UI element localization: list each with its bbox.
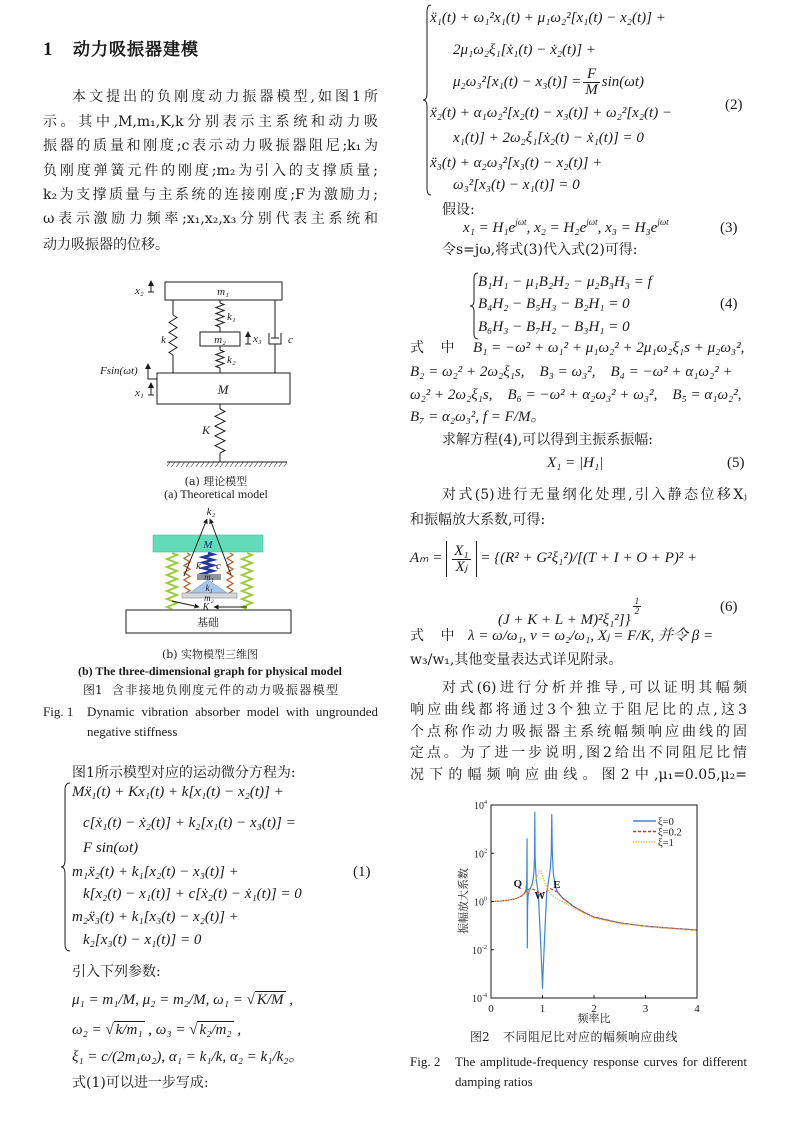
label-x3: x₃ [253,333,262,345]
outer-spring-left [167,553,177,609]
label-force: Fsin(ωt) [100,365,138,377]
b-definition-line: B₇ = α₂ω₃², f = F/M。 [410,409,546,425]
params-line-2 [72,1020,241,1040]
eq1-line: F sin(ωt) [83,840,139,856]
y-tick-label-base: 10 [472,945,482,957]
eq1-number: (1) [353,864,371,880]
eq4-line: B₄H₂ − B₅H₃ − B₂H₁ = 0 [478,296,630,312]
fig1a-caption-cn: (a) 理论模型 [184,475,248,488]
numerator: X₁ [454,542,469,559]
section-title: 动力吸振器建模 [73,40,199,60]
fig1a-theoretical-model-diagram [90,270,360,475]
assume-label: 假设: [442,202,475,218]
intro-line: 振器的质量和刚度;c表示动力吸振器阻尼;k₁为 [43,138,378,154]
fig2-caption-cn-text: 不同阻尼比对应的幅频响应曲线 [503,1030,679,1044]
substitution-text: 令s=jω,将式(3)代入式(2)可得: [442,242,638,258]
params-text: μ₁ = m₁/M, μ₂ = m₂/M, ω₁ = [72,992,247,1008]
eq1-line: k[x₂(t) − x₁(t)] + c[ẋ₂(t) − ẋ₁(t)] = 0 [83,886,302,902]
label-K: K [202,602,210,613]
intro-line: 动力吸振器的位移。 [43,237,169,253]
intro-line: 示。其中,M,m₁,K,k分别表示主系统和动力吸 [43,114,378,130]
fig1-caption-en-label: Fig. 1 [43,704,74,719]
fig2-chart [440,795,730,1030]
x-tick-label: 0 [488,1003,494,1015]
analysis-line: 响应曲线都将通过3个独立于阻尼比的点,这3 [410,702,747,718]
analysis-line: 个点称作动力吸振器主系统幅频响应曲线的固 [410,724,747,740]
eq1-intro: 图1所示模型对应的运动微分方程为: [72,765,296,781]
annotation-point-q: Q [513,877,523,890]
eq3 [463,218,669,238]
eq1-line: c[ẋ₁(t) − ẋ₂(t)] + k₂[x₁(t) − x₃(t)] = [83,815,296,831]
label-c: c [216,560,221,572]
y-tick-label-base: 10 [474,801,484,812]
denominator: Xⱼ [455,558,468,575]
eq1-brace-icon [58,782,72,952]
eq2-line: ω₃²[x₃(t) − x₁(t)] = 0 [453,177,580,193]
fig1b-caption-en: (b) The three-dimensional graph for physical model [77,664,343,678]
eq3-number: (3) [720,220,738,236]
label-m1: m₁ [204,572,214,582]
eq5: X₁ = |H₁| [547,455,604,471]
fig2-caption-en-line1: The amplitude-frequency response curves for different [455,1054,747,1069]
analysis-line: 定点。为了进一步说明,图2给出不同阻尼比情 [410,745,747,761]
eq6-lhs: Aₘ = [410,550,443,566]
sqrt-icon: √ [189,1022,198,1038]
fig1-caption-en-line2: negative stiffness [87,724,178,739]
fig2-caption-en-line2: damping ratios [455,1074,533,1089]
sqrt-icon: √ [105,1022,114,1038]
label-m2: m₂ [204,593,214,603]
eq1-line: k₂[x₃(t) − x₁(t)] = 0 [83,932,202,948]
fig2-caption-cn-label: 图2 [470,1030,490,1044]
label-k: k [196,560,201,572]
eq5-number: (5) [727,455,745,471]
fig1b-caption-cn: (b) 实物模型三维图 [161,648,259,661]
params-text: , [233,1022,242,1038]
y-axis-label: 振幅放大系数 [458,868,470,934]
eq3-text: , x₃ = H₃e [597,220,658,236]
legend-label: ξ=1 [658,838,674,849]
radicand: K/M [256,992,284,1008]
exponent: jωt [586,217,598,227]
fig1-caption-en-line1: Dynamic vibration absorber model with ungrounded [87,704,378,719]
b-definition-line: B₁ = −ω² + ω₁² + μ₁ω₂² + 2μ₁ω₂ξ₁s + μ₂ω₃², [473,340,745,356]
section-number: 1 [43,39,53,60]
label-k2: k₂ [227,354,236,366]
x-axis-label: 频率比 [577,1013,611,1025]
intro-line: 负刚度弹簧元件的刚度;m₂为引入的支撑质量; [43,163,378,179]
spring-k [169,300,177,373]
y-tick-label-base: 10 [472,994,482,1005]
sqrt-icon: √ [246,992,255,1008]
numerator: 1 [634,596,640,606]
fraction-F-over-M [583,67,600,98]
label-M: M [203,539,213,551]
fig1a-caption-en: (a) Theoretical model [164,487,268,501]
y-tick-label-exponent: 2 [484,848,487,855]
x1-displacement-arrow-icon [148,383,154,395]
eq2-number: (2) [725,97,743,113]
eq2-line: 2μ₁ω₂ξ₁[ẋ₁(t) − ẋ₂(t)] + [453,42,596,58]
eq4-number: (4) [720,296,738,312]
absolute-value [446,541,476,577]
spring-K [215,404,225,462]
params-text: , ω₃ = [144,1022,190,1038]
solve-text: 求解方程(4),可以得到主振系振幅: [442,432,653,448]
intro-line: 本文提出的负刚度动力振器模型,如图1所 [72,89,378,105]
label-m1: m₁ [217,286,229,298]
x2-displacement-arrow-icon [148,281,154,292]
legend-label: ξ=0 [658,817,674,828]
nondim-line: 对式(5)进行无量纲化处理,引入静态位移Xⱼ [442,487,747,503]
spring-k2 [216,346,224,373]
y-tick-label-exponent: 0 [484,896,487,903]
label-k: k [161,334,166,346]
intro-line: k₂为支撑质量与主系统的连接刚度;F为激励力; [43,187,378,203]
fig1-caption-cn-text: 含非接地负刚度元件的动力吸振器模型 [112,683,338,697]
label-k2: k₂ [206,506,216,518]
params-text: ω₂ = [72,1022,106,1038]
nondim-line: 和振幅放大系数,可得: [410,512,546,528]
params-intro: 引入下列参数: [72,964,161,980]
params-text: , [285,992,293,1008]
x-tick-label: 2 [591,1003,597,1015]
eq4-line: B₆H₃ − B₇H₂ − B₃H₁ = 0 [478,319,630,335]
exponent-one-half [633,597,642,616]
eq2-text: sin(ωt) [601,74,645,90]
eq6-rhs: (J + K + L + M)²ξ₁²]} [498,612,631,628]
label-foundation: 基础 [197,617,219,629]
where-label: 式 中 [410,628,461,644]
numerator: F [583,67,600,83]
radicand: k/m₁ [115,1022,143,1038]
legend-label: ξ=0.2 [658,827,682,839]
eq1-line: Mẍ₁(t) + Kx₁(t) + k[x₁(t) − x₂(t)] + [72,784,284,800]
denominator: 2 [634,606,640,616]
force-arrow-icon [148,364,157,379]
annotation-point-w: W [534,889,546,902]
eq2-line: ẍ₃(t) + α₂ω₃²[x₃(t) − x₂(t)] + [430,155,603,171]
eq6-line-1 [410,540,697,576]
spring-k1 [216,300,224,332]
b-definition-line: ω₂² + 2ω₂ξ₁s, B₆ = −ω² + α₂ω₃² + ω₃², B₅ = α₁ω₂², [410,387,742,403]
fig2-caption-en-label: Fig. 2 [410,1054,441,1069]
ground [167,462,287,467]
fig1-caption-cn-label: 图1 [83,683,103,697]
b-definition-line: B₂ = ω₂² + 2ω₂ξ₁s, B₃ = ω₃², B₄ = −ω² + α₁ω₂² + [410,364,733,380]
label-c: c [288,334,293,346]
eq2-line: ẍ₁(t) + ω₁²x₁(t) + μ₁ω₂²[x₁(t) − x₂(t)] + [430,10,666,26]
fraction-X1-over-Xj [452,544,470,575]
annotation-point-e: E [553,879,561,892]
fig1b-physical-model-diagram [120,505,300,640]
label-x2: x₂ [135,285,144,297]
label-m2: m₂ [214,334,226,346]
analysis-line: 对式(6)进行分析并推导,可以证明其幅频 [442,680,747,696]
x-tick-label: 4 [694,1003,700,1015]
damper-c [269,300,281,373]
y-tick-label-exponent: -2 [482,944,487,951]
eq4-line: B₁H₁ − μ₁B₂H₂ − μ₂B₃H₃ = f [478,274,652,290]
y-tick-label [474,800,487,812]
y-tick-label [472,945,487,957]
y-tick-label-exponent: -4 [482,993,487,999]
denominator: M [585,82,598,99]
intro-line: ω表示激励力频率;x₁,x₂,x₃分别代表主系统和 [43,211,378,227]
y-tick-label [474,848,487,860]
x-tick-label: 3 [642,1003,649,1015]
eq2-intro: 式(1)可以进一步写成: [72,1075,209,1091]
eq6-rhs: = {(R² + G²ξ₁²)/[(T + I + O + P)² + [476,550,698,566]
legend-item [633,838,674,849]
eq2-line [453,66,644,98]
eq3-text: x₁ = H₁e [463,220,516,236]
y-tick-label-base: 10 [474,849,484,861]
outer-spring-right [242,553,252,609]
legend-item [633,817,674,828]
label-K: K [202,423,211,437]
eq6-number: (6) [720,599,738,615]
x-tick-label: 1 [539,1003,546,1015]
eq2-text: μ₂ω₃²[x₁(t) − x₃(t)] = [453,74,582,90]
params-line-3: ξ₁ = c/(2m₁ω₂), α₁ = k₁/k, α₂ = k₁/k₂。 [72,1049,304,1065]
label-x1: x₁ [135,387,144,399]
y-tick-label-exponent: 4 [484,800,487,806]
eq3-text: , x₂ = H₂e [526,220,587,236]
eq2-line: ẍ₂(t) + α₁ω₂²[x₂(t) − x₃(t)] + ω₂²[x₂(t) − [430,105,673,121]
exponent: jωt [657,217,669,227]
y-tick-label [472,993,487,1005]
label-k1: k₁ [205,583,213,593]
legend-item [633,828,682,839]
inner-spring-right [227,553,233,596]
eq1-line: m₁ẍ₂(t) + k₁[x₂(t) − x₃(t)] + [72,864,239,880]
label-k1: k₁ [227,311,236,323]
y-tick-label [474,897,487,909]
analysis-line: 况下的幅频响应曲线。图2中,μ₁=0.05,μ₂= [410,767,747,783]
exponent: jωt [515,217,527,227]
variable-definitions-cont: w₃/w₁,其他变量表达式详见附录。 [410,652,623,668]
y-tick-label-base: 10 [474,897,484,909]
where-label: 式 中 [410,340,461,356]
eq2-line: x₁(t)] + 2ω₂ξ₁[ẋ₂(t) − ẋ₁(t)] = 0 [453,130,644,146]
eq1-line: m₂ẍ₃(t) + k₁[x₃(t) − x₂(t)] + [72,909,239,925]
label-M: M [217,382,229,397]
radicand: k₂/m₂ [199,1022,232,1038]
variable-definitions: λ = ω/ω₁, ν = ω₂/ω₁, Xⱼ = F/K, 并令 β = [468,628,714,644]
x3-displacement-arrow-icon [245,332,251,344]
params-line-1 [72,990,293,1010]
